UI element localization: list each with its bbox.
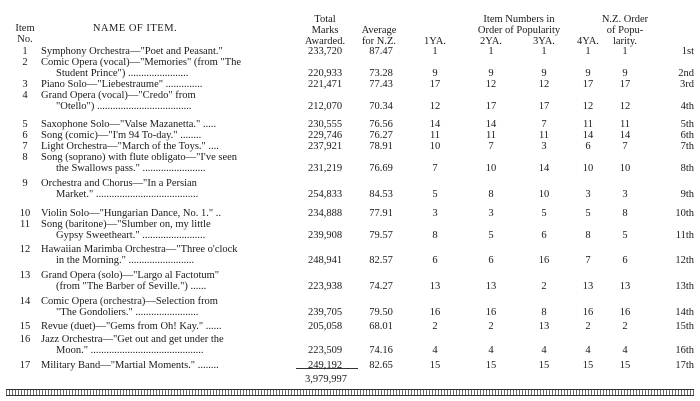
average-nz: 76.56 xyxy=(369,119,393,130)
item-name-line: (from "The Barber of Seville.") ...... xyxy=(56,281,207,292)
ordinal-rank: 12th xyxy=(675,255,694,266)
header-total-3: Awarded. xyxy=(304,36,346,47)
rank-3ya: 2 xyxy=(541,281,547,292)
item-name-line: Grand Opera (solo)—"Largo al Factotum" xyxy=(41,270,220,281)
item-name-line: Revue (duet)—"Gems from Oh! Kay." ...... xyxy=(41,321,222,332)
item-name-line: Song (comic)—"I'm 94 To-day." ........ xyxy=(41,130,202,141)
ordinal-rank: 6th xyxy=(680,130,694,141)
rank-1ya: 7 xyxy=(432,163,438,174)
average-nz: 76.27 xyxy=(369,130,393,141)
item-number: 16 xyxy=(19,334,31,345)
total-marks: 223,509 xyxy=(307,345,343,356)
total-marks: 229,746 xyxy=(307,130,343,141)
average-nz: 77.91 xyxy=(369,208,393,219)
average-nz: 74.27 xyxy=(369,281,393,292)
total-marks: 220,933 xyxy=(307,68,343,79)
nz-order: 1 xyxy=(622,46,628,57)
rank-3ya: 5 xyxy=(541,208,547,219)
rank-2ya: 6 xyxy=(488,255,494,266)
header-nz-order-3: larity. xyxy=(612,36,638,47)
total-marks: 223,938 xyxy=(307,281,343,292)
ordinal-rank: 7th xyxy=(680,141,694,152)
rank-4ya: 7 xyxy=(585,255,591,266)
rank-4ya: 10 xyxy=(582,163,594,174)
item-name-line: "Otello") .................................... xyxy=(56,101,192,112)
item-number: 4 xyxy=(22,90,28,101)
ordinal-rank: 1st xyxy=(681,46,694,57)
rank-3ya: 9 xyxy=(541,68,547,79)
nz-order: 9 xyxy=(622,68,628,79)
item-number: 11 xyxy=(19,219,31,230)
total-marks: 234,888 xyxy=(307,208,343,219)
item-number: 7 xyxy=(22,141,28,152)
rank-4ya: 17 xyxy=(582,79,594,90)
average-nz: 79.50 xyxy=(369,307,393,318)
rank-2ya: 4 xyxy=(488,345,494,356)
nz-order: 10 xyxy=(619,163,631,174)
rank-2ya: 7 xyxy=(488,141,494,152)
header-col-2ya: 2YA. xyxy=(480,36,502,47)
header-total-2: Marks xyxy=(311,25,339,36)
average-nz: 82.57 xyxy=(369,255,393,266)
ordinal-rank: 11th xyxy=(675,230,694,241)
average-nz: 84.53 xyxy=(369,189,393,200)
average-nz: 68.01 xyxy=(369,321,393,332)
total-marks: 230,555 xyxy=(307,119,343,130)
nz-order: 11 xyxy=(619,119,631,130)
total-marks: 221,471 xyxy=(307,79,343,90)
header-name-of-item: NAME OF ITEM. xyxy=(92,23,178,34)
average-nz: 78.91 xyxy=(369,141,393,152)
rank-1ya: 11 xyxy=(429,130,441,141)
item-name-line: "The Gondoliers." ........................ xyxy=(56,307,199,318)
rank-3ya: 4 xyxy=(541,345,547,356)
item-name-line: Market." ....................................... xyxy=(56,189,199,200)
total-marks: 233,720 xyxy=(307,46,343,57)
header-nz-order-2: of Popu- xyxy=(606,25,644,36)
nz-order: 4 xyxy=(622,345,628,356)
item-name-line: Light Orchestra—"March of the Toys." .... xyxy=(41,141,219,152)
item-name-line: Grand Opera (vocal)—"Credo" from xyxy=(41,90,196,101)
average-nz: 73.28 xyxy=(369,68,393,79)
ordinal-rank: 10th xyxy=(675,208,694,219)
rank-2ya: 5 xyxy=(488,230,494,241)
average-nz: 82.65 xyxy=(369,360,393,371)
rank-1ya: 10 xyxy=(429,141,441,152)
nz-order: 15 xyxy=(619,360,631,371)
nz-order: 16 xyxy=(619,307,631,318)
header-total-1: Total xyxy=(314,14,336,25)
rank-4ya: 14 xyxy=(582,130,594,141)
nz-order: 14 xyxy=(619,130,631,141)
rank-1ya: 12 xyxy=(429,101,441,112)
item-number: 17 xyxy=(19,360,31,371)
item-number: 3 xyxy=(22,79,28,90)
rank-2ya: 2 xyxy=(488,321,494,332)
ordinal-rank: 8th xyxy=(680,163,694,174)
rank-4ya: 6 xyxy=(585,141,591,152)
item-number: 8 xyxy=(22,152,28,163)
rank-3ya: 10 xyxy=(538,189,550,200)
item-name-line: Orchestra and Chorus—"In a Persian xyxy=(41,178,197,189)
ordinal-rank: 2nd xyxy=(678,68,694,79)
rank-3ya: 17 xyxy=(538,101,550,112)
rank-1ya: 9 xyxy=(432,68,438,79)
item-name-line: Violin Solo—"Hungarian Dance, No. 1." .. xyxy=(41,208,221,219)
rank-1ya: 16 xyxy=(429,307,441,318)
header-item-no-2: No. xyxy=(17,34,33,45)
item-name-line: the Swallows pass." ........................ xyxy=(56,163,206,174)
average-nz: 70.34 xyxy=(369,101,393,112)
rank-3ya: 15 xyxy=(538,360,550,371)
average-nz: 79.57 xyxy=(369,230,393,241)
ordinal-rank: 14th xyxy=(675,307,694,318)
item-name-line: Jazz Orchestra—"Get out and get under the xyxy=(41,334,224,345)
nz-order: 12 xyxy=(619,101,631,112)
item-name-line: Military Band—"Martial Moments." ........ xyxy=(41,360,219,371)
rank-4ya: 3 xyxy=(585,189,591,200)
nz-order: 5 xyxy=(622,230,628,241)
total-marks: 231,219 xyxy=(307,163,343,174)
ordinal-rank: 13th xyxy=(675,281,694,292)
grand-total: 3,979,997 xyxy=(305,374,347,385)
item-name-line: Song (baritone)—"Slumber on, my little xyxy=(41,219,211,230)
header-nz-order-1: N.Z. Order xyxy=(601,14,649,25)
nz-order: 17 xyxy=(619,79,631,90)
rank-4ya: 12 xyxy=(582,101,594,112)
rank-2ya: 8 xyxy=(488,189,494,200)
rank-4ya: 9 xyxy=(585,68,591,79)
ordinal-rank: 17th xyxy=(675,360,694,371)
rank-2ya: 15 xyxy=(485,360,497,371)
item-name-line: Gypsy Sweetheart." ........................ xyxy=(56,230,206,241)
rank-2ya: 9 xyxy=(488,68,494,79)
rank-1ya: 15 xyxy=(429,360,441,371)
ordinal-rank: 16th xyxy=(675,345,694,356)
item-number: 13 xyxy=(19,270,31,281)
rank-2ya: 12 xyxy=(485,79,497,90)
rank-4ya: 1 xyxy=(585,46,591,57)
item-name-line: Comic Opera (orchestra)—Selection from xyxy=(41,296,218,307)
rank-4ya: 11 xyxy=(582,119,594,130)
rank-2ya: 14 xyxy=(485,119,497,130)
nz-order: 3 xyxy=(622,189,628,200)
rank-4ya: 2 xyxy=(585,321,591,332)
rank-1ya: 8 xyxy=(432,230,438,241)
ordinal-rank: 15th xyxy=(675,321,694,332)
nz-order: 13 xyxy=(619,281,631,292)
header-popularity-2: Order of Popularity xyxy=(477,25,561,36)
item-number: 5 xyxy=(22,119,28,130)
rank-3ya: 3 xyxy=(541,141,547,152)
rank-4ya: 4 xyxy=(585,345,591,356)
nz-order: 7 xyxy=(622,141,628,152)
rank-1ya: 5 xyxy=(432,189,438,200)
rank-3ya: 16 xyxy=(538,255,550,266)
nz-order: 6 xyxy=(622,255,628,266)
item-name-line: Student Prince") ....................... xyxy=(56,68,189,79)
rank-4ya: 15 xyxy=(582,360,594,371)
average-nz: 74.16 xyxy=(369,345,393,356)
rank-4ya: 16 xyxy=(582,307,594,318)
header-popularity-1: Item Numbers in xyxy=(483,14,555,25)
rank-3ya: 14 xyxy=(538,163,550,174)
total-marks: 239,705 xyxy=(307,307,343,318)
rank-3ya: 13 xyxy=(538,321,550,332)
header-col-3ya: 3YA. xyxy=(533,36,555,47)
header-average-1: Average xyxy=(361,25,397,36)
average-nz: 76.69 xyxy=(369,163,393,174)
header-col-1ya: 1YA. xyxy=(424,36,446,47)
rank-2ya: 3 xyxy=(488,208,494,219)
nz-order: 2 xyxy=(622,321,628,332)
item-name-line: Song (soprano) with flute obligato—"I've seen xyxy=(41,152,238,163)
item-number: 1 xyxy=(22,46,28,57)
item-name-line: in the Morning." ......................... xyxy=(56,255,195,266)
item-number: 2 xyxy=(22,57,28,68)
ordinal-rank: 4th xyxy=(680,101,694,112)
item-number: 9 xyxy=(22,178,28,189)
rank-1ya: 3 xyxy=(432,208,438,219)
rank-2ya: 1 xyxy=(488,46,494,57)
rank-4ya: 5 xyxy=(585,208,591,219)
rank-1ya: 1 xyxy=(432,46,438,57)
item-name-line: Moon." ........................................... xyxy=(56,345,204,356)
nz-order: 8 xyxy=(622,208,628,219)
item-number: 14 xyxy=(19,296,31,307)
item-number: 10 xyxy=(19,208,31,219)
rank-4ya: 13 xyxy=(582,281,594,292)
total-marks: 237,921 xyxy=(307,141,343,152)
rank-2ya: 13 xyxy=(485,281,497,292)
rank-1ya: 13 xyxy=(429,281,441,292)
average-nz: 87.47 xyxy=(369,46,393,57)
rank-2ya: 17 xyxy=(485,101,497,112)
item-name-line: Saxophone Solo—"Valse Mazanetta." ..... xyxy=(41,119,217,130)
header-item-no-1: Item xyxy=(15,23,35,34)
rank-3ya: 1 xyxy=(541,46,547,57)
rank-1ya: 17 xyxy=(429,79,441,90)
total-marks: 205,058 xyxy=(307,321,343,332)
rank-1ya: 4 xyxy=(432,345,438,356)
item-number: 15 xyxy=(19,321,31,332)
rank-4ya: 8 xyxy=(585,230,591,241)
item-name-line: Hawaiian Marimba Orchestra—"Three o'clock xyxy=(41,244,238,255)
item-name-line: Piano Solo—"Liebestraume" .............. xyxy=(41,79,203,90)
item-number: 12 xyxy=(19,244,31,255)
total-marks: 212,070 xyxy=(307,101,343,112)
total-divider xyxy=(296,368,358,369)
ordinal-rank: 3rd xyxy=(680,79,694,90)
rank-2ya: 10 xyxy=(485,163,497,174)
total-marks: 249,192 xyxy=(307,360,343,371)
rank-1ya: 2 xyxy=(432,321,438,332)
header-col-4ya: 4YA. xyxy=(577,36,599,47)
item-number: 6 xyxy=(22,130,28,141)
ordinal-rank: 5th xyxy=(680,119,694,130)
average-nz: 77.43 xyxy=(369,79,393,90)
rank-1ya: 6 xyxy=(432,255,438,266)
rank-1ya: 14 xyxy=(429,119,441,130)
item-name-line: Comic Opera (vocal)—"Memories" (from "The xyxy=(41,57,242,68)
decorative-bottom-rule xyxy=(6,389,694,396)
rank-2ya: 11 xyxy=(485,130,497,141)
header-average-2: for N.Z. xyxy=(361,36,397,47)
rank-2ya: 16 xyxy=(485,307,497,318)
total-marks: 248,941 xyxy=(307,255,343,266)
rank-3ya: 11 xyxy=(538,130,550,141)
item-name-line: Symphony Orchestra—"Poet and Peasant." xyxy=(41,46,223,57)
total-marks: 239,908 xyxy=(307,230,343,241)
rank-3ya: 7 xyxy=(541,119,547,130)
rank-3ya: 8 xyxy=(541,307,547,318)
total-marks: 254,833 xyxy=(307,189,343,200)
rank-3ya: 6 xyxy=(541,230,547,241)
rank-3ya: 12 xyxy=(538,79,550,90)
ordinal-rank: 9th xyxy=(680,189,694,200)
